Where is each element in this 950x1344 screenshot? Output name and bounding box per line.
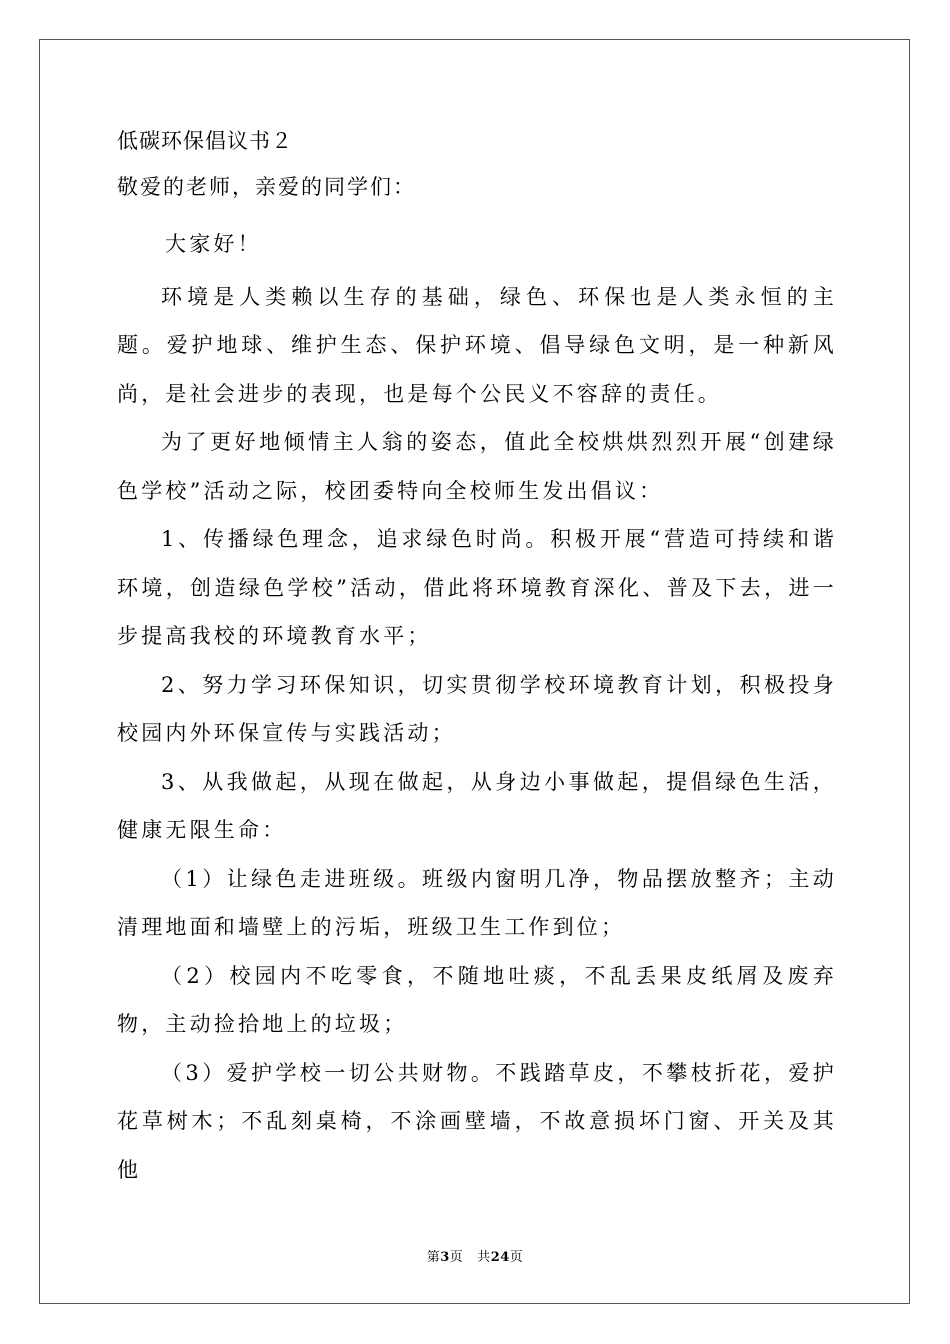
page-footer	[0, 1246, 950, 1265]
total-prefix: 共	[477, 1250, 491, 1265]
total-pages: 24	[490, 1250, 510, 1265]
paragraph: （3）爱护学校一切公共财物。不践踏草皮，不攀枝折花，爱护花草树木；不乱刻桌椅，不涂画壁墙，不故意损坏门窗、开关及其他	[117, 1060, 837, 1182]
total-suffix: 页	[509, 1250, 524, 1265]
page-number: 3	[440, 1250, 450, 1265]
page-prefix: 第	[426, 1250, 441, 1265]
paragraph: 1、传播绿色理念，追求绿色时尚。积极开展“营造可持续和谐环境，创造绿色学校”活动，借此将环境教育深化、普及下去，进一步提高我校的环境教育水平；	[117, 527, 837, 648]
paragraph: 环境是人类赖以生存的基础，绿色、环保也是人类永恒的主题。爱护地球、维护生态、保护环境、倡导绿色文明，是一种新风尚，是社会进步的表现，也是每个公民义不容辞的责任。	[117, 284, 837, 406]
paragraph: 3、从我做起，从现在做起，从身边小事做起，提倡绿色生活，健康无限生命：	[117, 769, 837, 842]
paragraph: （1）让绿色走进班级。班级内窗明几净，物品摆放整齐；主动清理地面和墙壁上的污垢，班级卫生工作到位；	[117, 866, 837, 939]
page-suffix: 页	[449, 1250, 464, 1265]
paragraph: （2）校园内不吃零食，不随地吐痰，不乱丢果皮纸屑及废弃物，主动捡拾地上的垃圾；	[117, 963, 837, 1036]
paragraph: 2、努力学习环保知识，切实贯彻学校环境教育计划，积极投身校园内外环保宣传与实践活动；	[117, 672, 837, 745]
greeting: 大家好！	[165, 232, 262, 256]
paragraph: 为了更好地倾情主人翁的姿态，值此全校烘烘烈烈开展“创建绿色学校”活动之际，校团委特向全校师生发出倡议：	[117, 430, 837, 503]
salutation: 敬爱的老师，亲爱的同学们：	[117, 175, 416, 199]
document-body	[117, 126, 837, 1194]
document-title: 低碳环保倡议书２	[117, 129, 293, 153]
